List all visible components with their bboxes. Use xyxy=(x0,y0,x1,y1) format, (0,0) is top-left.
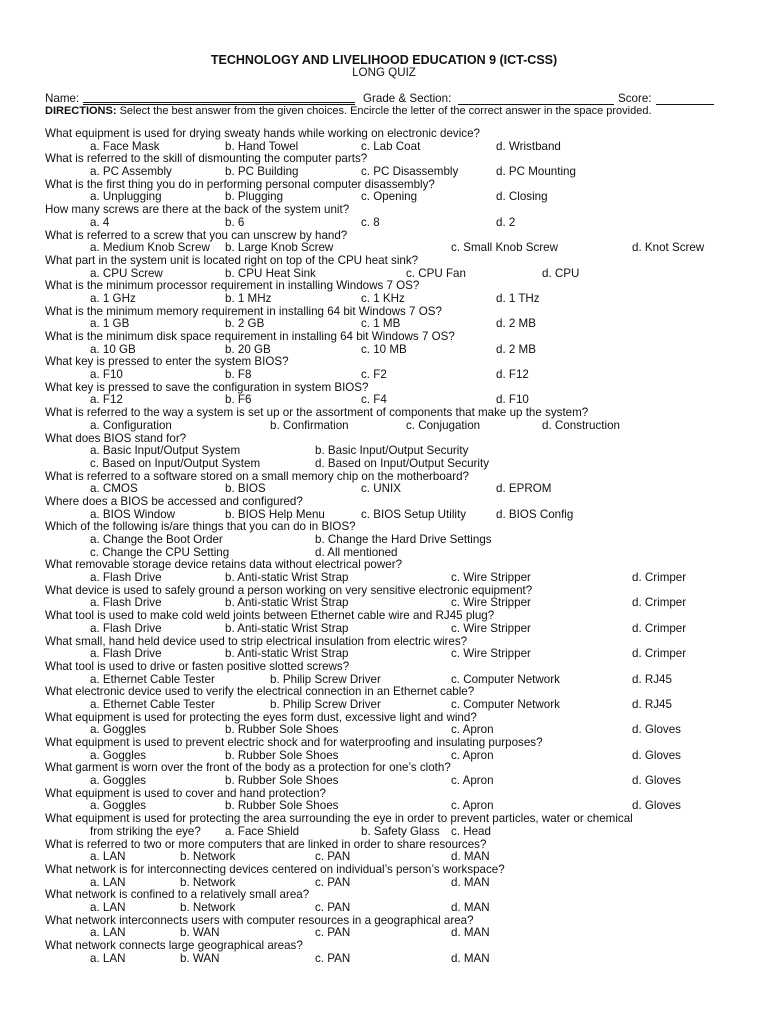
choice-option[interactable]: b. Philip Screw Driver xyxy=(270,697,381,711)
choice-option[interactable]: b. Plugging xyxy=(225,190,284,204)
question-text: What is referred to a software stored on a small memory chip on the motherboard? xyxy=(45,469,470,483)
choice-option[interactable]: b. Change the Hard Drive Settings xyxy=(315,533,492,546)
question-text: What tool is used to drive or fasten positive slotted screws? xyxy=(45,659,350,673)
choice-option[interactable]: a. Flash Drive xyxy=(90,571,162,585)
choice-option[interactable]: a. Ethernet Cable Tester xyxy=(90,697,215,711)
question-text: What removable storage device retains data without electrical power? xyxy=(45,558,403,572)
question-text: What is referred to the skill of dismounting the computer parts? xyxy=(45,152,368,166)
choice-option[interactable]: d. F10 xyxy=(496,393,529,407)
choice-option[interactable]: b. 1 MHz xyxy=(225,291,272,305)
choice-option[interactable]: b. CPU Heat Sink xyxy=(225,266,316,280)
choice-option[interactable]: b. Anti-static Wrist Strap xyxy=(225,596,349,610)
choice-option[interactable]: d. MAN xyxy=(451,900,490,914)
choice-option[interactable]: a. F10 xyxy=(90,368,123,382)
choice-option[interactable]: d. Gloves xyxy=(632,799,681,813)
choice-option[interactable]: a. Medium Knob Screw xyxy=(90,241,210,255)
choice-option[interactable]: a. 1 GHz xyxy=(90,291,136,305)
choice-option[interactable]: d. Wristband xyxy=(496,139,561,153)
question-text: What tool is used to make cold weld joints between Ethernet cable wire and RJ45 plug? xyxy=(45,609,495,623)
name-label: Name: xyxy=(45,92,80,105)
choices-row xyxy=(45,445,745,458)
choice-option[interactable]: a. Goggles xyxy=(90,799,147,813)
choice-option[interactable]: c. Wire Stripper xyxy=(451,596,531,610)
choice-option[interactable]: c. CPU Fan xyxy=(406,266,466,280)
choices-row xyxy=(45,851,745,864)
question-text: Which of the following is/are things that you can do in BIOS? xyxy=(45,520,356,534)
name-blank xyxy=(83,92,355,103)
choice-option[interactable]: d. BIOS Config xyxy=(496,507,574,521)
choice-option[interactable]: a. Flash Drive xyxy=(90,621,162,635)
choices-row xyxy=(45,826,745,839)
choice-option[interactable]: a. LAN xyxy=(90,926,126,940)
choice-option[interactable]: a. LAN xyxy=(90,875,126,889)
directions xyxy=(45,105,652,117)
choice-option[interactable]: a. Face Mask xyxy=(90,139,160,153)
choice-option[interactable]: c. F4 xyxy=(361,393,387,407)
question-text: What network is confined to a relatively small area? xyxy=(45,888,310,902)
quiz-subtitle: LONG QUIZ xyxy=(352,66,416,79)
choice-option[interactable]: d. Crimper xyxy=(632,621,687,635)
question-text: What key is pressed to enter the system BIOS? xyxy=(45,355,289,369)
question-text: What equipment is used for protecting the area surrounding the eye in order to prevent particles, water or chemical xyxy=(45,812,633,826)
choice-option[interactable]: b. Rubber Sole Shoes xyxy=(225,799,339,813)
choice-option[interactable]: d. MAN xyxy=(451,875,490,889)
choice-option[interactable]: d. Crimper xyxy=(632,647,687,661)
choice-option[interactable]: d. Closing xyxy=(496,190,548,204)
student-info-line xyxy=(45,92,725,105)
question-text: What equipment is used to prevent electric shock and for waterproofing and insulating purposes? xyxy=(45,736,543,749)
choice-option[interactable]: c. Apron xyxy=(451,748,494,762)
choice-option[interactable]: b. 6 xyxy=(225,215,245,229)
choice-option[interactable]: b. Basic Input/Output Security xyxy=(315,444,469,458)
question-text: What garment is worn over the front of the body as a protection for one’s cloth? xyxy=(45,761,451,775)
question-text: What network connects large geographical areas? xyxy=(45,939,303,952)
choices-row xyxy=(45,217,745,230)
choice-option[interactable]: c. PAN xyxy=(315,875,351,889)
question-text: What network interconnects users with computer resources in a geographical area? xyxy=(45,913,474,927)
choice-option[interactable]: b. Anti-static Wrist Strap xyxy=(225,571,349,585)
question-text: What equipment is used to cover and hand protection? xyxy=(45,786,327,800)
choice-option[interactable]: b. Anti-static Wrist Strap xyxy=(225,621,349,635)
choice-option[interactable]: a. LAN xyxy=(90,850,126,864)
choice-option[interactable]: b. Philip Screw Driver xyxy=(270,672,381,686)
question-text: How many screws are there at the back of the system unit? xyxy=(45,203,350,217)
choice-option[interactable]: d. Construction xyxy=(542,418,620,432)
choices-row xyxy=(45,572,745,585)
choices-row xyxy=(45,242,745,255)
choice-option[interactable]: c. Computer Network xyxy=(451,697,560,711)
choice-option[interactable]: d. Crimper xyxy=(632,596,687,610)
choice-option[interactable]: a. Ethernet Cable Tester xyxy=(90,672,215,686)
question-text: What part in the system unit is located right on top of the CPU heat sink? xyxy=(45,253,419,267)
choice-option[interactable]: d. EPROM xyxy=(496,482,552,496)
question-text: What equipment is used for drying sweaty hands while working on electronic device? xyxy=(45,127,480,140)
score-label: Score: xyxy=(618,92,652,105)
choice-option[interactable]: d. RJ45 xyxy=(632,672,672,686)
choice-option[interactable]: b. BIOS xyxy=(225,482,266,496)
choice-option[interactable]: d. Based on Input/Output Security xyxy=(315,456,490,470)
choices-row xyxy=(45,699,745,712)
choice-option[interactable]: b. F8 xyxy=(225,368,252,382)
choice-option[interactable]: c. PAN xyxy=(315,951,351,965)
choice-option[interactable]: c. Wire Stripper xyxy=(451,621,531,635)
choice-option[interactable]: d. All mentioned xyxy=(315,545,398,559)
choice-option[interactable]: c. Opening xyxy=(361,190,418,204)
choice-option[interactable]: d. MAN xyxy=(451,850,490,864)
grade-section-blank xyxy=(458,92,614,105)
choices-row xyxy=(45,534,745,547)
choice-option[interactable]: b. Confirmation xyxy=(270,418,349,432)
directions-label: DIRECTIONS: xyxy=(45,105,117,117)
choice-option[interactable]: c. Lab Coat xyxy=(361,139,421,153)
choice-option[interactable]: d. CPU xyxy=(542,266,580,280)
directions-text: Select the best answer from the given choices. Encircle the letter of the correct answer in the space provided. xyxy=(119,105,652,117)
choice-option[interactable]: from striking the eye? xyxy=(90,824,201,838)
choice-option[interactable]: a. CMOS xyxy=(90,482,138,496)
choice-option[interactable]: a. Unplugging xyxy=(90,190,162,204)
choice-option[interactable]: b. PC Building xyxy=(225,165,299,179)
question-text: What is the minimum memory requirement in installing 64 bit Windows 7 OS? xyxy=(45,304,442,318)
choice-option[interactable]: c. PC Disassembly xyxy=(361,165,459,179)
question-text: What key is pressed to save the configuration in system BIOS? xyxy=(45,380,369,394)
choice-option[interactable]: d. RJ45 xyxy=(632,697,672,711)
question-text: What does BIOS stand for? xyxy=(45,431,187,445)
question-text: What is referred to two or more computers that are linked in order to share resources? xyxy=(45,837,487,851)
choice-option[interactable]: b. WAN xyxy=(180,926,220,940)
choice-option[interactable]: d. Knot Screw xyxy=(632,241,705,255)
choice-option[interactable]: d. 1 THz xyxy=(496,291,540,305)
choice-option[interactable]: c. Small Knob Screw xyxy=(451,241,558,255)
choice-option[interactable]: a. LAN xyxy=(90,951,126,965)
choice-option[interactable]: a. Goggles xyxy=(90,723,147,737)
choice-option[interactable]: a. Basic Input/Output System xyxy=(90,444,241,458)
choice-option[interactable]: c. Change the CPU Setting xyxy=(90,545,230,559)
choice-option[interactable]: a. Goggles xyxy=(90,748,147,762)
choice-option[interactable]: a. Goggles xyxy=(90,774,147,788)
choice-option[interactable]: c. Apron xyxy=(451,799,494,813)
choice-option[interactable]: c. Apron xyxy=(451,723,494,737)
choice-option[interactable]: d. 2 MB xyxy=(496,342,536,356)
choice-option[interactable]: c. UNIX xyxy=(361,482,401,496)
choice-option[interactable]: c. Apron xyxy=(451,774,494,788)
choice-option[interactable]: b. Rubber Sole Shoes xyxy=(225,774,339,788)
choice-option[interactable]: a. LAN xyxy=(90,900,126,914)
choice-option[interactable]: a. 1 GB xyxy=(90,317,130,331)
choices-row xyxy=(45,166,745,179)
choice-option[interactable]: b. 20 GB xyxy=(225,342,271,356)
score-blank xyxy=(656,92,714,105)
grade-section-label: Grade & Section: xyxy=(363,92,452,105)
choice-option[interactable]: b. 2 GB xyxy=(225,317,265,331)
choice-option[interactable]: c. 1 MB xyxy=(361,317,401,331)
choice-option[interactable]: d. F12 xyxy=(496,368,529,382)
choice-option[interactable]: c. Head xyxy=(451,824,491,838)
question-text: What is referred to a screw that you can unscrew by hand? xyxy=(45,228,348,242)
choice-option[interactable]: c. Wire Stripper xyxy=(451,647,531,661)
choice-option[interactable]: b. Anti-static Wrist Strap xyxy=(225,647,349,661)
choice-option[interactable]: a. Face Shield xyxy=(225,824,300,838)
choice-option[interactable]: b. Rubber Sole Shoes xyxy=(225,723,339,737)
choice-option[interactable]: b. Network xyxy=(180,900,236,914)
question-text: What is the minimum disk space requirement in installing 64 bit Windows 7 OS? xyxy=(45,330,455,343)
choice-option[interactable]: d. 2 xyxy=(496,215,516,229)
choice-option[interactable]: d. 2 MB xyxy=(496,317,536,331)
choice-option[interactable]: b. F6 xyxy=(225,393,252,407)
choice-option[interactable]: b. Network xyxy=(180,850,236,864)
choice-option[interactable]: c. Computer Network xyxy=(451,672,560,686)
choices-row xyxy=(45,648,745,661)
choice-option[interactable]: c. 10 MB xyxy=(361,342,407,356)
choice-option[interactable]: b. Rubber Sole Shoes xyxy=(225,748,339,762)
choice-option[interactable]: c. PAN xyxy=(315,900,351,914)
choice-option[interactable]: c. 8 xyxy=(361,215,380,229)
choice-option[interactable]: c. 1 KHz xyxy=(361,291,405,305)
choice-option[interactable]: d. MAN xyxy=(451,926,490,940)
question-text: What equipment is used for protecting the eyes form dust, excessive light and wind? xyxy=(45,710,477,724)
choices-row xyxy=(45,293,745,306)
choice-option[interactable]: d. Gloves xyxy=(632,748,681,762)
choice-option[interactable]: c. Wire Stripper xyxy=(451,571,531,585)
quiz-title: TECHNOLOGY AND LIVELIHOOD EDUCATION 9 (ICT-CSS) xyxy=(210,53,558,67)
choices-row xyxy=(45,420,745,433)
choice-option[interactable]: a. BIOS Window xyxy=(90,507,176,521)
choice-option[interactable]: c. F2 xyxy=(361,368,387,382)
choices-row xyxy=(45,775,745,788)
choices-row xyxy=(45,458,745,471)
choices-row xyxy=(45,902,745,915)
choice-option[interactable]: a. CPU Screw xyxy=(90,266,163,280)
quiz-questions xyxy=(45,128,745,965)
choice-option[interactable]: a. Flash Drive xyxy=(90,596,162,610)
choices-row xyxy=(45,623,745,636)
choices-row xyxy=(45,953,745,966)
choice-option[interactable]: d. Crimper xyxy=(632,571,687,585)
choice-option[interactable]: a. Flash Drive xyxy=(90,647,162,661)
choice-option[interactable]: b. Large Knob Screw xyxy=(225,241,334,255)
choice-option[interactable]: a. Change the Boot Order xyxy=(90,533,223,546)
choice-option[interactable]: a. 10 GB xyxy=(90,342,136,356)
choice-option[interactable]: a. PC Assembly xyxy=(90,165,172,179)
choice-option[interactable]: c. BIOS Setup Utility xyxy=(361,507,467,521)
choice-option[interactable]: a. F12 xyxy=(90,393,123,407)
question-text: What small, hand held device used to strip electrical insulation from electric wires? xyxy=(45,634,468,648)
choices-row xyxy=(45,369,745,382)
choice-option[interactable]: d. Gloves xyxy=(632,723,681,737)
choice-option[interactable]: b. WAN xyxy=(180,951,220,965)
choice-option[interactable]: b. Network xyxy=(180,875,236,889)
choice-option[interactable]: b. BIOS Help Menu xyxy=(225,507,325,521)
question-text: What electronic device used to verify the electrical connection in an Ethernet cable? xyxy=(45,685,475,699)
question-text: What network is for interconnecting devices centered on individual’s person’s workspace? xyxy=(45,862,505,876)
question-text: What is the first thing you do in performing personal computer disassembly? xyxy=(45,177,435,191)
question-text: What is referred to the way a system is set up or the assortment of components that make up the system? xyxy=(45,406,589,420)
choice-option[interactable]: c. Based on Input/Output System xyxy=(90,456,261,470)
choice-option[interactable]: a. 4 xyxy=(90,215,110,229)
question-text: What device is used to safely ground a person working on very sensitive electronic equipment? xyxy=(45,583,533,597)
choice-option[interactable]: c. PAN xyxy=(315,926,351,940)
choice-option[interactable]: d. Gloves xyxy=(632,774,681,788)
choice-option[interactable]: b. Hand Towel xyxy=(225,139,299,153)
choice-option[interactable]: b. Safety Glass xyxy=(361,824,440,838)
choice-option[interactable]: a. Configuration xyxy=(90,418,172,432)
question-text: Where does a BIOS be accessed and configured? xyxy=(45,494,303,508)
question-text: What is the minimum processor requirement in installing Windows 7 OS? xyxy=(45,279,420,293)
choice-option[interactable]: c. Conjugation xyxy=(406,418,481,432)
choice-option[interactable]: d. PC Mounting xyxy=(496,165,576,179)
choice-option[interactable]: d. MAN xyxy=(451,951,490,965)
choice-option[interactable]: c. PAN xyxy=(315,850,351,864)
